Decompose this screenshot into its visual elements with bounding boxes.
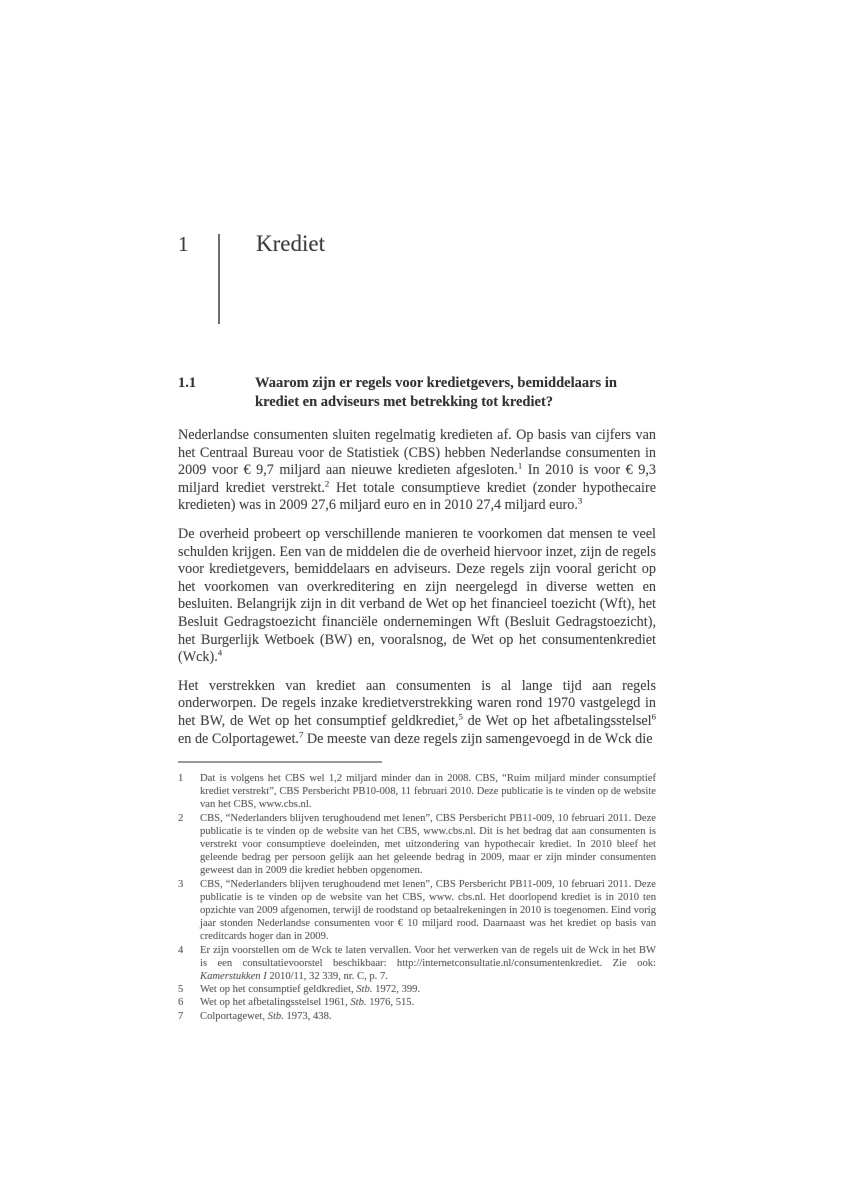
paragraph-3: Het verstrekken van krediet aan consumenten is al lange tijd aan regels onderworpen. De regels inzake kredietverstrekking waren rond 1970 vastgelegd in het BW, de Wet op het consumptief geldkrediet,$^5$ de Wet op het afbetalingsstelsel$^6$ en de Colportagewet.$^7$ De meeste van deze regels zijn samengevoegd in de Wck die [178,677,657,747]
footnote-separator-rule [178,761,382,763]
footnote-text: Wet op het afbetalingsstelsel 1961, Stb. 1976, 515. [200,997,415,1009]
section-title: Waarom zijn er regels voor kredietgevers, bemiddelaars in krediet en adviseurs met betrekking tot krediet? [255,375,617,410]
footnote-text: Er zijn voorstellen om de Wck te laten vervallen. Voor het verwerken van de regels uit de Wck in het BW is een consultatievoorstel beschikbaar: http://internetconsultatie.nl/consumentenkrediet. Zie ook: Kamerstukken I 2010/11, 32 339, nr. C, p. 7. [200,944,656,983]
footnote-number: 3 [178,878,184,890]
footnote-number: 2 [178,812,184,824]
section-heading [178,374,656,412]
footnote-number: 1 [178,773,184,784]
footnote-1 [178,772,656,812]
footnote-text: Wet op het consumptief geldkrediet, Stb. 1972, 399. [200,984,421,996]
footnote-number: 6 [178,997,184,1009]
footnote-number: 4 [178,944,184,956]
chapter-number: 1 [178,232,189,256]
footnote-7 [178,1010,656,1023]
footnote-text: CBS, “Nederlanders blijven terughoudend met lenen”, CBS Persbericht PB11-009, 10 februari 2011. Deze publicatie is te vinden op de website van het CBS, www.cbs.nl. Dit is het bedrag dat aan consumenten is verstrekt voor consumptieve doeleinden, met uitzondering van hypothecair krediet. In 2010 bleef het geleende bedrag per persoon gelijk aan het geleende bedrag in 2009, maar er zijn minder consumenten geweest dan in 2009 die krediet hebben opgenomen. [200,812,656,877]
footnote-text: Colportagewet, Stb. 1973, 438. [200,1010,332,1022]
footnote-text: CBS, “Nederlanders blijven terughoudend met lenen”, CBS Persbericht PB11-009, 10 februari 2011. Deze publicatie is te vinden op de website van het CBS, www. cbs.nl. Het doorlopend krediet is in 2010 ten opzichte van 2009 afgenomen, terwijl de roodstand op betaalrekeningen in 2010 is toegenomen. Eind vorig jaar stonden Nederlandse consumenten voor € 10 miljard rood. Daarnaast was het krediet op basis van creditcards hoger dan in 2009. [200,878,656,943]
chapter-divider-rule [218,234,220,324]
footnote-5 [178,983,656,996]
section-number: 1.1 [178,375,197,391]
footnote-number: 5 [178,984,184,996]
footnote-3 [178,878,656,944]
footnote-2 [178,812,656,878]
body-text [178,427,656,759]
footnote-text: Dat is volgens het CBS wel 1,2 miljard minder dan in 2008. CBS, “Ruim miljard minder consumptief krediet verstrekt”, CBS Persbericht PB10-008, 11 februari 2010. Deze publicatie is te vinden op de website van het CBS, www.cbs.nl. [200,773,656,811]
paragraph-1: Nederlandse consumenten sluiten regelmatig kredieten af. Op basis van cijfers van het Centraal Bureau voor de Statistiek (CBS) hebben Nederlandse consumenten in 2009 voor € 9,7 miljard aan nieuwe kredieten afgesloten.$^1$ In 2010 is voor € 9,3 miljard krediet verstrekt.$^2$ Het totale consumptieve krediet (zonder hypothecaire kredieten) was in 2009 27,6 miljard euro en in 2010 27,4 miljard euro.$^3$ [178,427,656,514]
paragraph-2: De overheid probeert op verschillende manieren te voorkomen dat mensen te veel schulden krijgen. Een van de middelen die de overheid hiervoor inzet, zijn de regels voor kredietgevers, bemiddelaars en adviseurs. Deze regels zijn vooral gericht op het voorkomen van overkreditering en zijn neergelegd in diverse wetten en besluiten. Belangrijk zijn in dit verband de Wet op het financieel toezicht (Wft), het Besluit Gedragstoezicht financiële ondernemingen Wft (Besluit Gedragstoezicht), het Burgerlijk Wetboek (BW) en, vooralsnog, de Wet op het consumentenkrediet (Wck).$^4$ [178,525,656,666]
footnote-6 [178,996,656,1009]
footnotes [178,772,656,1023]
footnote-4 [178,944,656,984]
footnote-number: 7 [178,1010,184,1022]
chapter-heading [178,231,325,324]
chapter-title: Krediet [256,231,325,256]
